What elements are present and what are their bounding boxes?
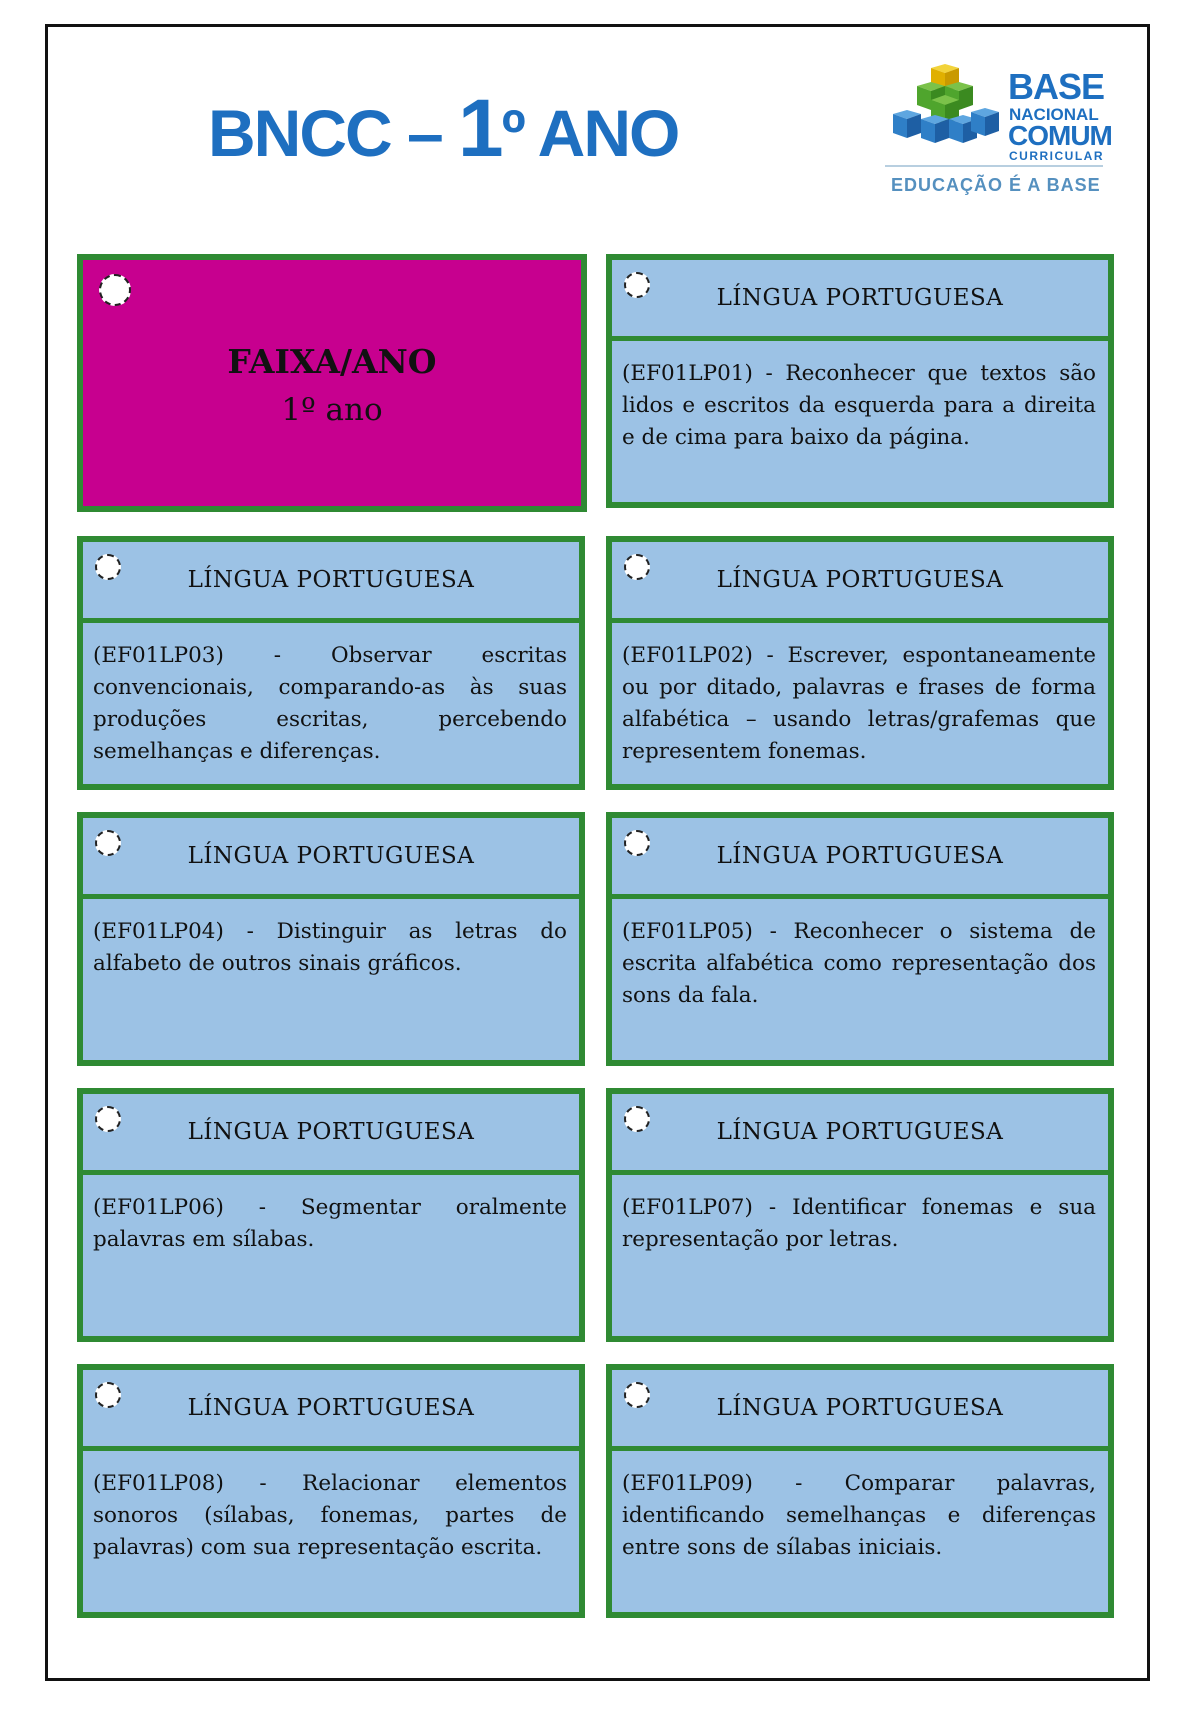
skill-card-ef01lp05 [606,812,1114,1066]
card-subject: LÍNGUA PORTUGUESA [612,260,1108,341]
skill-card-ef01lp07 [606,1088,1114,1342]
cut-circle-icon [99,274,131,306]
logo-base: BASE [1008,66,1105,107]
title-suffix: ANO [523,96,679,170]
card-text: (EF01LP08) - Relacionar elementos sonoros (sílabas, fonemas, partes de palavras) com sua representação escrita. [93,1471,567,1560]
faixa-ano-card [77,254,587,512]
logo-divider [885,165,1103,167]
card-text: (EF01LP07) - Identificar fonemas e sua representação por letras. [622,1195,1096,1252]
card-text: (EF01LP01) - Reconhecer que textos são lidos e escritos da esquerda para a direita e de cima para baixo da página. [622,361,1096,450]
title-ordinal: º [501,96,524,170]
skill-card-ef01lp04 [77,812,585,1066]
bncc-logo [883,62,1118,202]
skill-card-ef01lp02 [606,536,1114,790]
skill-card-ef01lp06 [77,1088,585,1342]
skill-card-ef01lp08 [77,1364,585,1618]
card-subject: LÍNGUA PORTUGUESA [612,818,1108,899]
card-subject: LÍNGUA PORTUGUESA [83,1094,579,1175]
card-subject: LÍNGUA PORTUGUESA [612,1370,1108,1451]
card-text: (EF01LP05) - Reconhecer o sistema de escrita alfabética como representação dos sons da fala. [622,919,1096,1008]
skill-card-ef01lp03 [77,536,585,790]
skill-card-ef01lp01 [606,254,1114,508]
skill-card-ef01lp09 [606,1364,1114,1618]
logo-comum: COMUM [1008,120,1112,151]
card-subject: LÍNGUA PORTUGUESA [83,818,579,899]
card-subject: LÍNGUA PORTUGUESA [612,1094,1108,1175]
faixa-value: 1º ano [281,392,383,428]
logo-nacional: NACIONAL [1009,105,1099,124]
title-prefix: BNCC – [208,96,459,170]
card-subject: LÍNGUA PORTUGUESA [83,542,579,623]
card-text: (EF01LP04) - Distinguir as letras do alfabeto de outros sinais gráficos. [93,919,567,976]
cubes-icon [883,64,1003,159]
logo-tagline: EDUCAÇÃO É A BASE [891,175,1101,195]
page-title [208,83,679,174]
card-text: (EF01LP03) - Observar escritas convencionais, comparando-as às suas produções escritas, percebendo semelhanças e diferenças. [93,643,567,764]
title-number: 1 [458,83,502,174]
faixa-title: FAIXA/ANO [227,342,437,381]
card-text: (EF01LP09) - Comparar palavras, identificando semelhanças e diferenças entre sons de sílabas iniciais. [622,1471,1096,1560]
card-subject: LÍNGUA PORTUGUESA [83,1370,579,1451]
card-subject: LÍNGUA PORTUGUESA [612,542,1108,623]
card-text: (EF01LP02) - Escrever, espontaneamente ou por ditado, palavras e frases de forma alfabética – usando letras/grafemas que representem fonemas. [622,643,1096,764]
logo-curricular: CURRICULAR [1009,149,1104,163]
card-text: (EF01LP06) - Segmentar oralmente palavras em sílabas. [93,1195,567,1252]
